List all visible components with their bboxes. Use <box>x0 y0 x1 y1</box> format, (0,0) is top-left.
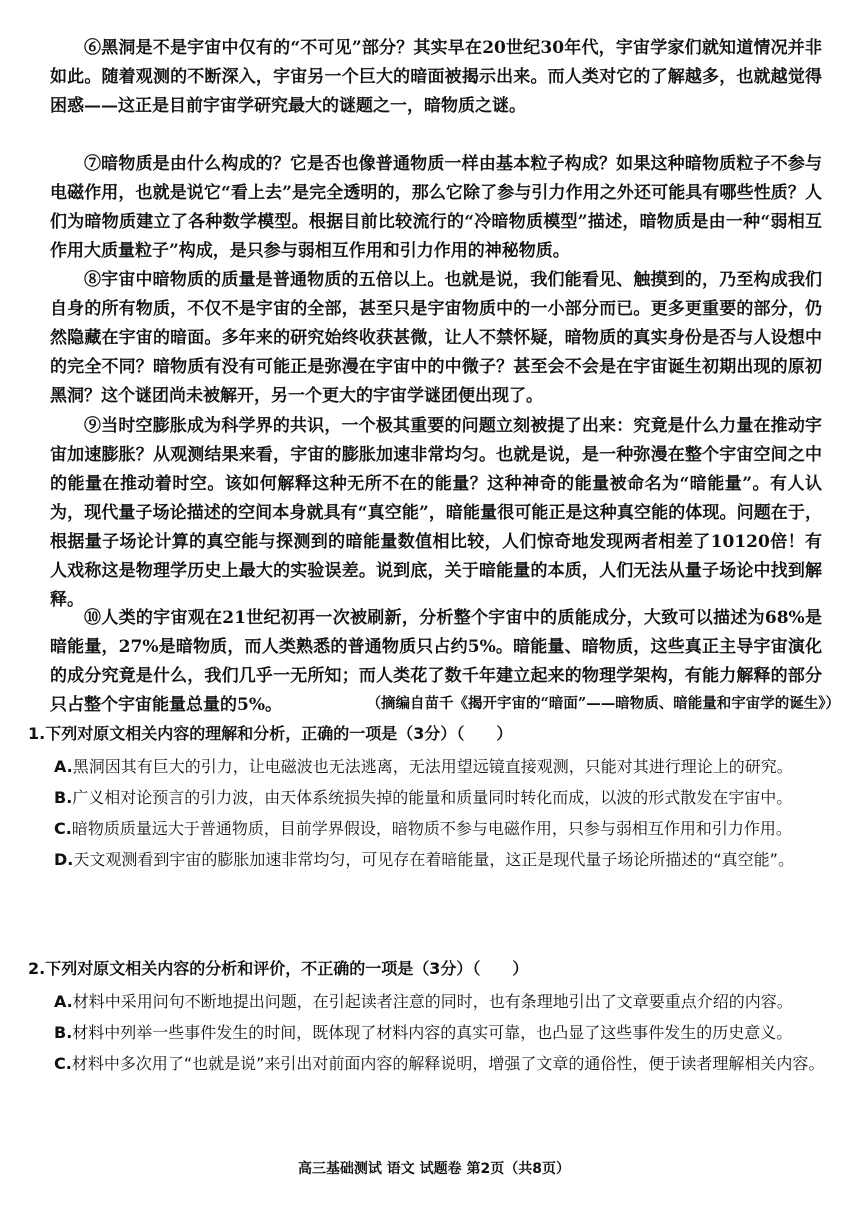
source-citation: （摘编自苗千《揭开宇宙的“暗面”——暗物质、暗能量和宇宙学的诞生》） <box>366 695 840 712</box>
option-letter: C. <box>54 1054 72 1073</box>
option-text: 黑洞因其有巨大的引力，让电磁波也无法逃离，无法用望远镜直接观测，只能对其进行理论上的研究。 <box>72 757 793 776</box>
question-2-option-b <box>54 1019 828 1046</box>
option-text: 材料中多次用了“也就是说”来引出对前面内容的解释说明，增强了文章的通俗性，便于读者理解相关内容。 <box>71 1054 825 1073</box>
paragraph-9: ⑨当时空膨胀成为科学界的共识，一个极其重要的问题立刻被提了出来：究竟是什么力量在推动宇宙加速膨胀？从观测结果来看，宇宙的膨胀加速非常均匀。也就是说，是一种弥漫在整个宇宙空间之中的能量在推动着时空。该如何解释这种无所不在的能量？这种神奇的能量被命名为“暗能量”。有人认为，现代量子场论描述的空间本身就具有“真空能”，暗能量很可能正是这种真空能的体现。问题在于，根据量子场论计算的真空能与探测到的暗能量数值相比较，人们惊奇地发现两者相差了10120倍！有人戏称这是物理学历史上最大的实验误差。说到底，关于暗能量的本质，人们无法从量子场论中找到解释。 <box>50 416 822 610</box>
question-2-title: 2.下列对原文相关内容的分析和评价，不正确的一项是（3分）（ ） <box>28 959 529 978</box>
question-1-title: 1.下列对原文相关内容的理解和分析，正确的一项是（3分）（ ） <box>28 724 513 743</box>
question-1-option-d <box>54 846 828 873</box>
option-letter: B. <box>54 1023 73 1042</box>
option-letter: C. <box>54 819 72 838</box>
paragraph-10: ⑩人类的宇宙观在21世纪初再一次被刷新，分析整个宇宙中的质能成分，大致可以描述为68%是暗能量，27%是暗物质，而人类熟悉的普通物质只占约5%。暗能量、暗物质，这些真正主导宇宙演化的成分究竟是什么，我们几乎一无所知；而人类花了数千年建立起来的物理学架构，有能力解释的部分只占整个宇宙能量总量的5%。 <box>50 608 822 715</box>
option-text: 天文观测看到宇宙的膨胀加速非常均匀，可见存在着暗能量，这正是现代量子场论所描述的“真空能”。 <box>73 850 794 869</box>
question-1-option-a <box>54 753 828 780</box>
question-1-option-b <box>54 784 828 811</box>
question-2-option-a <box>54 988 828 1015</box>
page-footer: 高三基础测试 语文 试题卷 第2页（共8页） <box>297 1161 571 1177</box>
option-letter: A. <box>54 992 73 1011</box>
question-1 <box>28 721 828 877</box>
paragraph-8: ⑧宇宙中暗物质的质量是普通物质的五倍以上。也就是说，我们能看见、触摸到的，乃至构成我们自身的所有物质，不仅不是宇宙的全部，甚至只是宇宙物质中的一小部分而已。更多更重要的部分，仍然隐藏在宇宙的暗面。多年来的研究始终收获甚微，让人不禁怀疑，暗物质的真实身份是否与人设想中的完全不同？暗物质有没有可能正是弥漫在宇宙中的中微子？甚至会不会是在宇宙诞生初期出现的原初黑洞？这个谜团尚未被解开，另一个更大的宇宙学谜团便出现了。 <box>50 270 822 406</box>
paragraph-7: ⑦暗物质是由什么构成的？它是否也像普通物质一样由基本粒子构成？如果这种暗物质粒子不参与电磁作用，也就是说它“看上去”是完全透明的，那么它除了参与引力作用之外还可能具有哪些性质？人们为暗物质建立了各种数学模型。根据目前比较流行的“冷暗物质模型”描述，暗物质是由一种“弱相互作用大质量粒子”构成，是只参与弱相互作用和引力作用的神秘物质。 <box>50 154 822 261</box>
option-letter: D. <box>54 850 74 869</box>
question-2 <box>28 956 828 1081</box>
option-text: 暗物质质量远大于普通物质，目前学界假设，暗物质不参与电磁作用，只参与弱相互作用和引力作用。 <box>71 819 792 838</box>
option-letter: A. <box>54 757 73 776</box>
question-2-option-c <box>54 1050 828 1077</box>
paragraph-6: ⑥黑洞是不是宇宙中仅有的“不可见”部分？其实早在20世纪30年代，宇宙学家们就知道情况并非如此。随着观测的不断深入，宇宙另一个巨大的暗面被揭示出来。而人类对它的了解越多，也就越觉得困惑——这正是目前宇宙学研究最大的谜题之一，暗物质之谜。 <box>50 38 822 116</box>
option-text: 广义相对论预言的引力波，由天体系统损失掉的能量和质量同时转化而成，以波的形式散发在宇宙中。 <box>72 788 793 807</box>
question-1-option-c <box>54 815 828 842</box>
option-text: 材料中列举一些事件发生的时间，既体现了材料内容的真实可靠，也凸显了这些事件发生的历史意义。 <box>72 1023 793 1042</box>
option-text: 材料中采用问句不断地提出问题，在引起读者注意的同时，也有条理地引出了文章要重点介绍的内容。 <box>72 992 793 1011</box>
option-letter: B. <box>54 788 73 807</box>
